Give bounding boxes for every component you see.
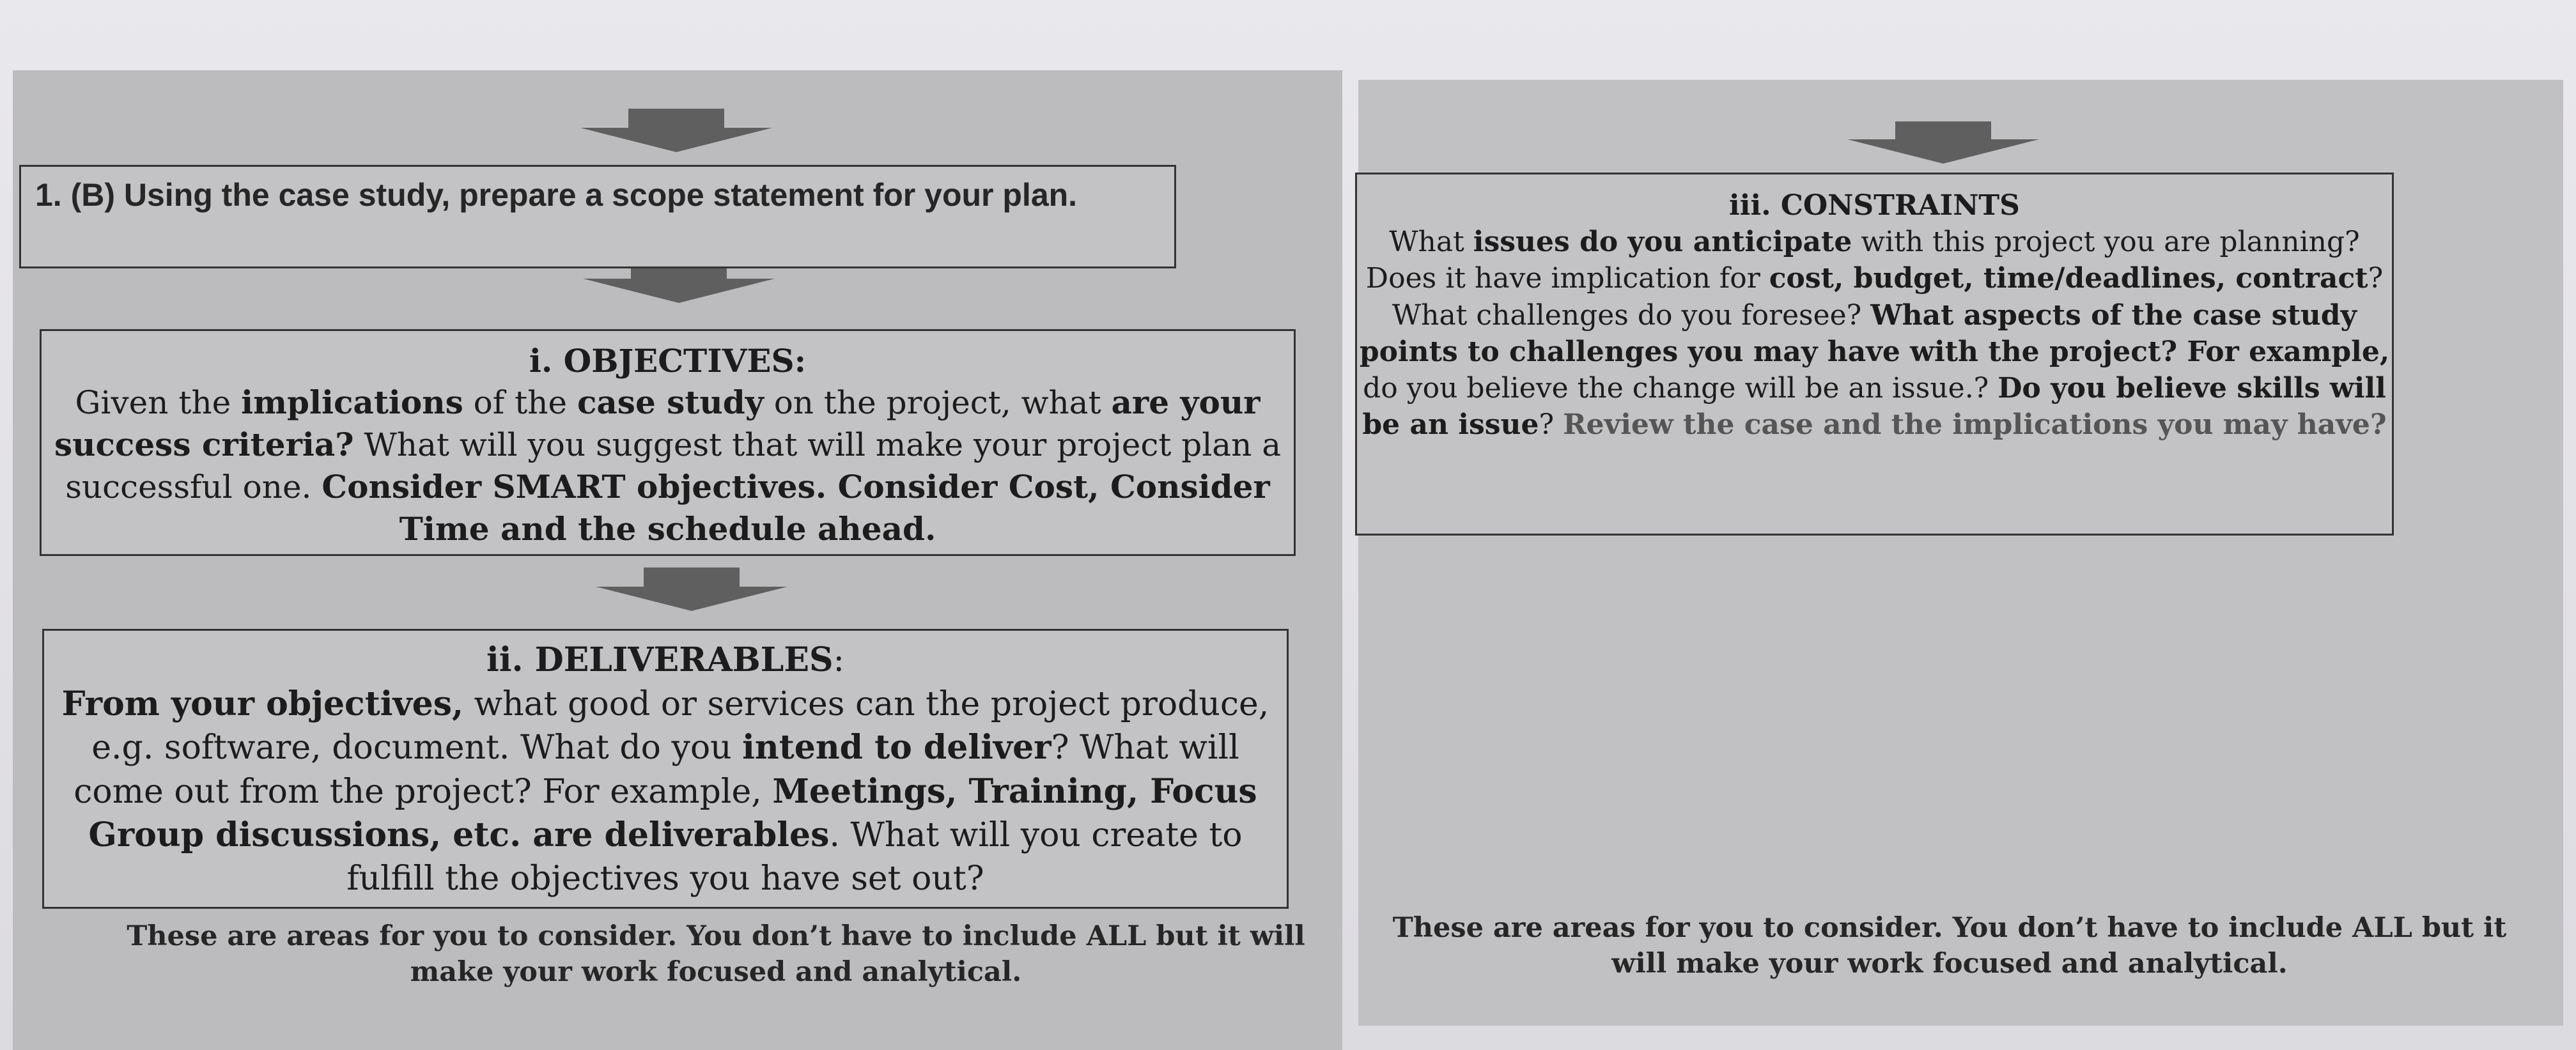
- deliverables-text-segment: ? What will come out from the project? For example,: [74, 729, 1239, 811]
- objectives-heading: i. OBJECTIVES:: [529, 342, 807, 380]
- constraints-text-segment: ?: [1539, 408, 1563, 442]
- constraints-text-segment: cost, budget, time/deadlines, contract: [1769, 262, 2368, 295]
- objectives-box: [40, 329, 1296, 556]
- deliverables-box: [42, 629, 1289, 909]
- constraints-box: [1355, 173, 2394, 536]
- constraints-text-segment: ? What challenges do you foresee?: [1392, 262, 2384, 332]
- constraints-text-segment: do you believe the change will be an issue.?: [1363, 371, 1998, 405]
- constraints-text: [1357, 224, 2392, 443]
- deliverables-heading: ii. DELIVERABLES: [486, 640, 834, 679]
- deliverables-text: [44, 683, 1287, 901]
- objectives-text-segment: What will you suggest that will make your project plan a successful one.: [65, 426, 1282, 506]
- deliverables-text-segment: From your objectives,: [61, 684, 464, 723]
- constraints-text-segment: Review the case and the implications you may have?: [1563, 408, 2387, 442]
- objectives-text-segment: on the project, what: [763, 384, 1112, 421]
- objectives-text-segment: Given the: [75, 384, 242, 421]
- objectives-text-segment: of the: [463, 384, 577, 421]
- consider-note-right: These are areas for you to consider. You don’t have to include ALL but it will make your work focused and analytical.: [1392, 912, 2507, 980]
- objectives-text: [42, 382, 1294, 550]
- objectives-text-segment: implications: [241, 383, 463, 421]
- constraints-text-segment: issues do you anticipate: [1473, 226, 1852, 259]
- constraints-text-segment: Do you believe skills will be an issue: [1362, 371, 2386, 442]
- constraints-heading: iii. CONSTRAINTS: [1729, 189, 2020, 222]
- deliverables-text-segment: . What will you create to fulfill the objectives you have set out?: [346, 816, 1243, 898]
- deliverables-text-segment: Meetings, Training, Focus Group discussions, etc. are deliverables: [88, 771, 1257, 855]
- deliverables-heading-line: [44, 638, 1287, 683]
- constraints-text-segment: with this project you are planning? Does it have implication for: [1365, 226, 2360, 295]
- deliverables-text-segment: what good or services can the project produce, e.g. software, document. What do you: [91, 684, 1269, 768]
- deliverables-text-segment: intend to deliver: [742, 728, 1051, 768]
- constraints-text-segment: What: [1389, 226, 1473, 259]
- objectives-text-segment: case study: [577, 383, 764, 421]
- deliverables-heading-suffix: :: [833, 641, 845, 679]
- objectives-text-segment: are your success criteria?: [54, 383, 1261, 463]
- objectives-text-segment: Consider SMART objectives. Consider Cost, Consider Time and the schedule ahead.: [322, 468, 1270, 548]
- constraints-text-segment: What aspects of the case study points to challenges you may have with the project? For example,: [1359, 298, 2390, 368]
- consider-note-left: These are areas for you to consider. You don’t have to include ALL but it will make your work focused and analytical.: [127, 920, 1305, 988]
- question-title: 1. (B) Using the case study, prepare a scope statement for your plan.: [19, 165, 1176, 268]
